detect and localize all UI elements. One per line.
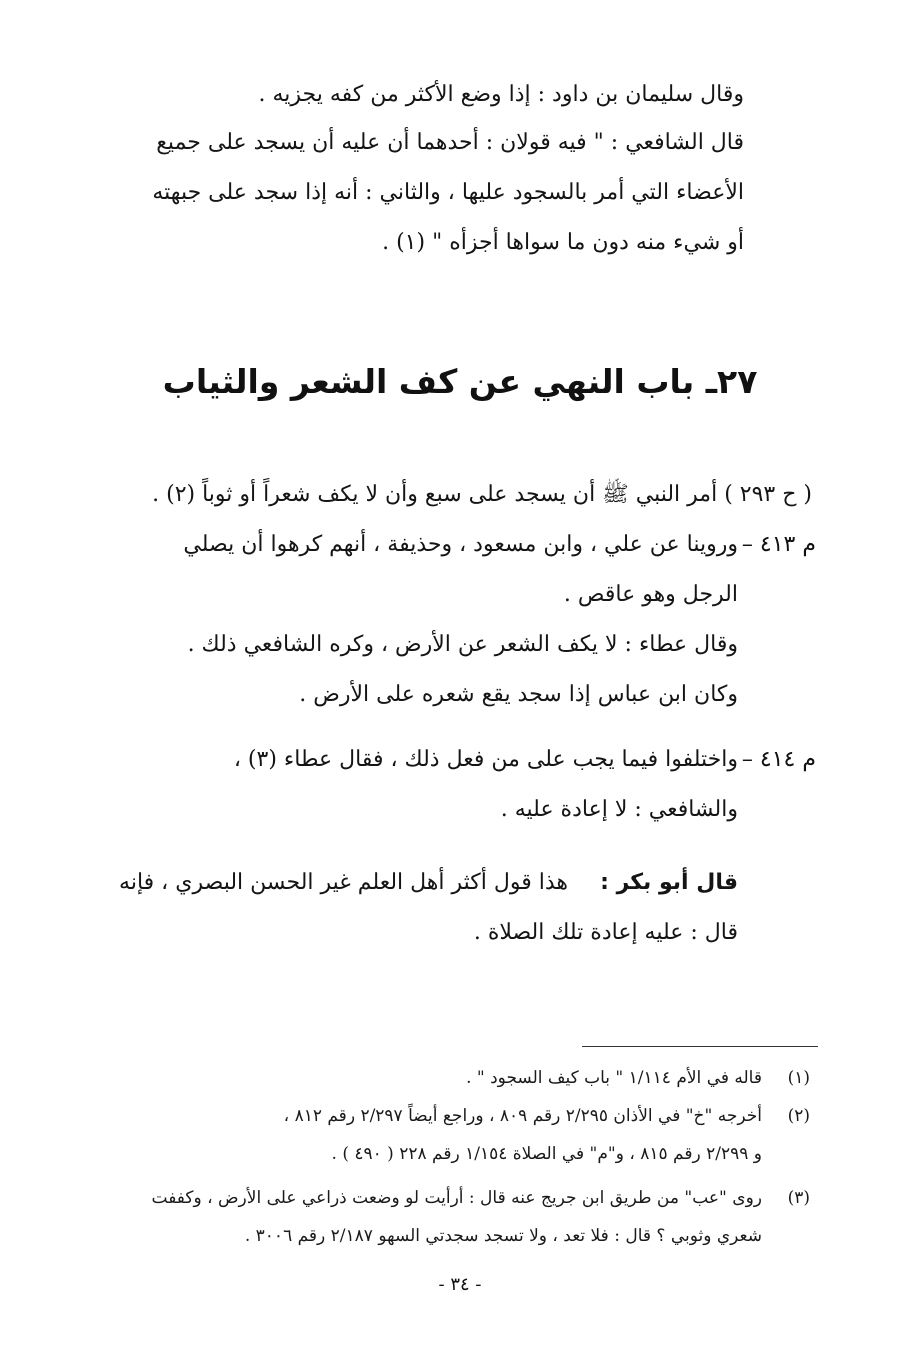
text-line: الأعضاء التي أمر بالسجود عليها ، والثاني : أنه إذا سجد على جبهته [152,180,744,205]
text-line: هذا قول أكثر أهل العلم غير الحسن البصري ، فإنه [119,870,568,895]
footnote-number: (٢) [787,1106,810,1126]
text-line: وقال سليمان بن داود : إذا وضع الأكثر من كفه يجزيه . [258,82,744,107]
text-line: قال : عليه إعادة تلك الصلاة . [473,920,738,945]
text-line: الرجل وهو عاقص . [563,582,738,607]
text-line: واختلفوا فيما يجب على من فعل ذلك ، فقال عطاء (٣) ، [233,747,738,772]
text-line: وقال عطاء : لا يكف الشعر عن الأرض ، وكره الشافعي ذلك . [187,632,738,657]
text-line: قال الشافعي : " فيه قولان : أحدهما أن عليه أن يسجد على جميع [156,130,744,155]
footnote-number: (١) [787,1068,810,1088]
text-line: وكان ابن عباس إذا سجد يقع شعره على الأرض . [299,682,738,707]
footnote-text: أخرجه "خ" في الأذان ٢/٢٩٥ رقم ٨٠٩ ، وراجع أيضاً ٢/٢٩٧ رقم ٨١٢ ، [283,1106,762,1126]
footnote-number: (٣) [787,1188,810,1208]
issue-number: م ٤١٤ – [741,747,816,772]
text-line: وروينا عن علي ، وابن مسعود ، وحذيفة ، أنهم كرهوا أن يصلي [183,532,738,557]
text-line: أو شيء منه دون ما سواها أجزأه " (١) . [382,230,744,255]
footnote-text: شعري وثوبي ؟ قال : فلا تعد ، ولا تسجد سجدتي السهو ٢/١٨٧ رقم ٣٠٠٦ . [244,1226,762,1246]
footnote-text: قاله في الأم ١/١١٤ " باب كيف السجود " . [466,1068,762,1088]
text-line: والشافعي : لا إعادة عليه . [500,797,738,822]
abu-bakr-label: قال أبو بكر : [600,870,738,895]
footnote-rule [582,1046,818,1047]
issue-number: م ٤١٣ – [741,532,816,557]
hadith-line: ( ح ٢٩٣ ) أمر النبي ﷺ أن يسجد على سبع وأن لا يكف شعراً أو ثوباً (٢) . [152,482,812,507]
footnote-text: روى "عب" من طريق ابن جريج عنه قال : أرأيت لو وضعت ذراعي على الأرض ، وكففت [151,1188,762,1208]
chapter-heading: ٢٧ـ باب النهي عن كف الشعر والثياب [162,362,758,401]
footnote-text: و ٢/٢٩٩ رقم ٨١٥ ، و"م" في الصلاة ١/١٥٤ رقم ٢٢٨ ( ٤٩٠ ) . [331,1144,762,1164]
page-number: - ٣٤ - [438,1274,482,1295]
